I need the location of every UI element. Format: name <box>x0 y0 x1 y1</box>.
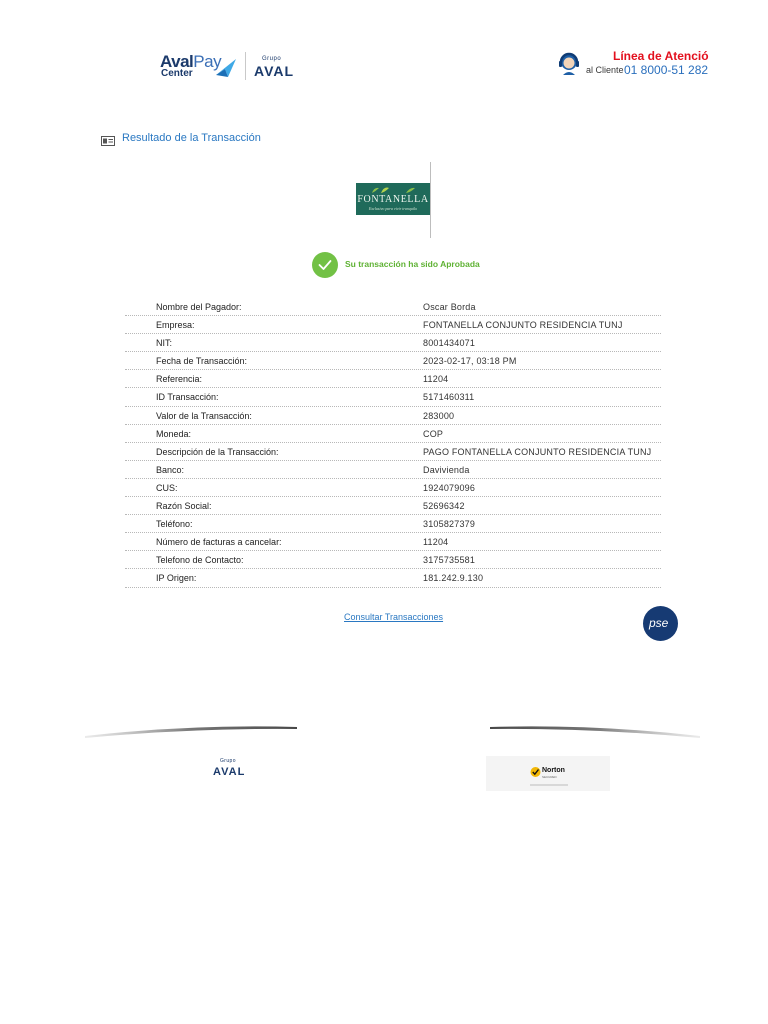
detail-label: Telefono de Contacto: <box>156 555 244 566</box>
detail-value: 181.242.9.130 <box>423 573 484 584</box>
norton-check-icon <box>530 766 541 778</box>
detail-value: 1924079096 <box>423 482 476 493</box>
detail-value: 283000 <box>423 410 455 421</box>
detail-value: COP <box>423 428 444 439</box>
page-title: Resultado de la Transacción <box>122 132 261 144</box>
detail-label: Nombre del Pagador: <box>156 302 242 312</box>
table-row <box>125 352 661 370</box>
footer-shadow-left <box>85 724 297 740</box>
detail-label: NIT: <box>156 338 173 349</box>
detail-label: Fecha de Transacción: <box>156 356 248 367</box>
avalpay-arrow-icon <box>214 55 238 79</box>
table-row <box>125 443 661 461</box>
logo-center: Center <box>161 68 193 79</box>
logo-divider <box>430 162 431 238</box>
table-row <box>125 370 661 388</box>
al-cliente-label: al Cliente <box>586 65 624 75</box>
norton-text: Norton <box>542 767 565 774</box>
detail-value: 3105827379 <box>423 519 476 530</box>
fontanella-leaves-icon <box>366 186 420 194</box>
norton-divider <box>530 784 568 786</box>
table-row <box>125 515 661 533</box>
detail-value: 11204 <box>423 374 449 385</box>
detail-label: CUS: <box>156 482 178 493</box>
grupo-aval-logo <box>254 62 320 78</box>
table-row <box>125 316 661 334</box>
linea-atencion-label: Línea de Atenció <box>613 49 709 63</box>
footer-shadow-right <box>490 724 700 740</box>
detail-label: Número de facturas a cancelar: <box>156 537 282 548</box>
detail-value: 11204 <box>423 537 449 548</box>
table-row <box>125 497 661 515</box>
consultar-transacciones-link[interactable]: Consultar Transacciones <box>344 612 444 622</box>
receipt-icon <box>101 135 115 146</box>
headset-support-icon <box>557 51 581 77</box>
logo-pay: Pay <box>193 52 222 71</box>
grupo-label: Grupo <box>262 56 282 62</box>
footer-aval-logo <box>213 764 267 776</box>
detail-label: Empresa: <box>156 320 195 331</box>
detail-value: 3175735581 <box>423 555 476 566</box>
detail-value: 52696342 <box>423 501 465 512</box>
table-row <box>125 569 661 587</box>
table-row <box>125 479 661 497</box>
detail-label: Moneda: <box>156 428 192 439</box>
table-row <box>125 298 661 316</box>
detail-value: Davivienda <box>423 464 470 475</box>
detail-label: Descripción de la Transacción: <box>156 446 279 457</box>
detail-value: 5171460311 <box>423 392 475 403</box>
footer-grupo-label: Grupo <box>220 758 236 764</box>
detail-value: 2023-02-17, 03:18 PM <box>423 356 517 367</box>
detail-label: Teléfono: <box>156 519 193 530</box>
detail-label: Razón Social: <box>156 501 212 512</box>
detail-label: Banco: <box>156 464 185 475</box>
detail-value: Oscar Borda <box>423 302 476 312</box>
pse-text: pse <box>649 616 669 630</box>
merchant-tagline: Exclusivo para vivir tranquilo <box>368 206 418 211</box>
fontanella-logo <box>356 183 430 215</box>
aval-logo-text: AVAL <box>254 63 295 78</box>
logo-aval: Aval <box>160 52 194 71</box>
norton-secured-text: SECURED <box>542 775 557 779</box>
detail-value: 8001434071 <box>423 338 476 349</box>
merchant-name: FONTANELLA <box>357 194 429 205</box>
transaction-details-table <box>125 298 661 588</box>
table-row <box>125 425 661 443</box>
support-phone-number: 01 8000-51 282 <box>624 63 709 77</box>
table-row <box>125 388 661 406</box>
detail-label: Valor de la Transacción: <box>156 410 252 421</box>
detail-value: PAGO FONTANELLA CONJUNTO RESIDENCIA TUNJ <box>423 446 652 457</box>
norton-secured-badge <box>486 756 610 791</box>
detail-label: ID Transacción: <box>156 392 219 403</box>
table-row <box>125 533 661 551</box>
header-divider <box>245 52 246 80</box>
footer-aval-text: AVAL <box>213 766 246 776</box>
pse-logo <box>643 606 678 641</box>
table-row <box>125 407 661 425</box>
success-check-icon <box>312 252 338 278</box>
detail-label: Referencia: <box>156 374 203 385</box>
transaction-status: Su transacción ha sido Aprobada <box>345 259 480 269</box>
table-row <box>125 334 661 352</box>
table-row <box>125 551 661 569</box>
detail-value: FONTANELLA CONJUNTO RESIDENCIA TUNJ <box>423 320 623 331</box>
detail-label: IP Origen: <box>156 573 197 584</box>
table-row <box>125 461 661 479</box>
